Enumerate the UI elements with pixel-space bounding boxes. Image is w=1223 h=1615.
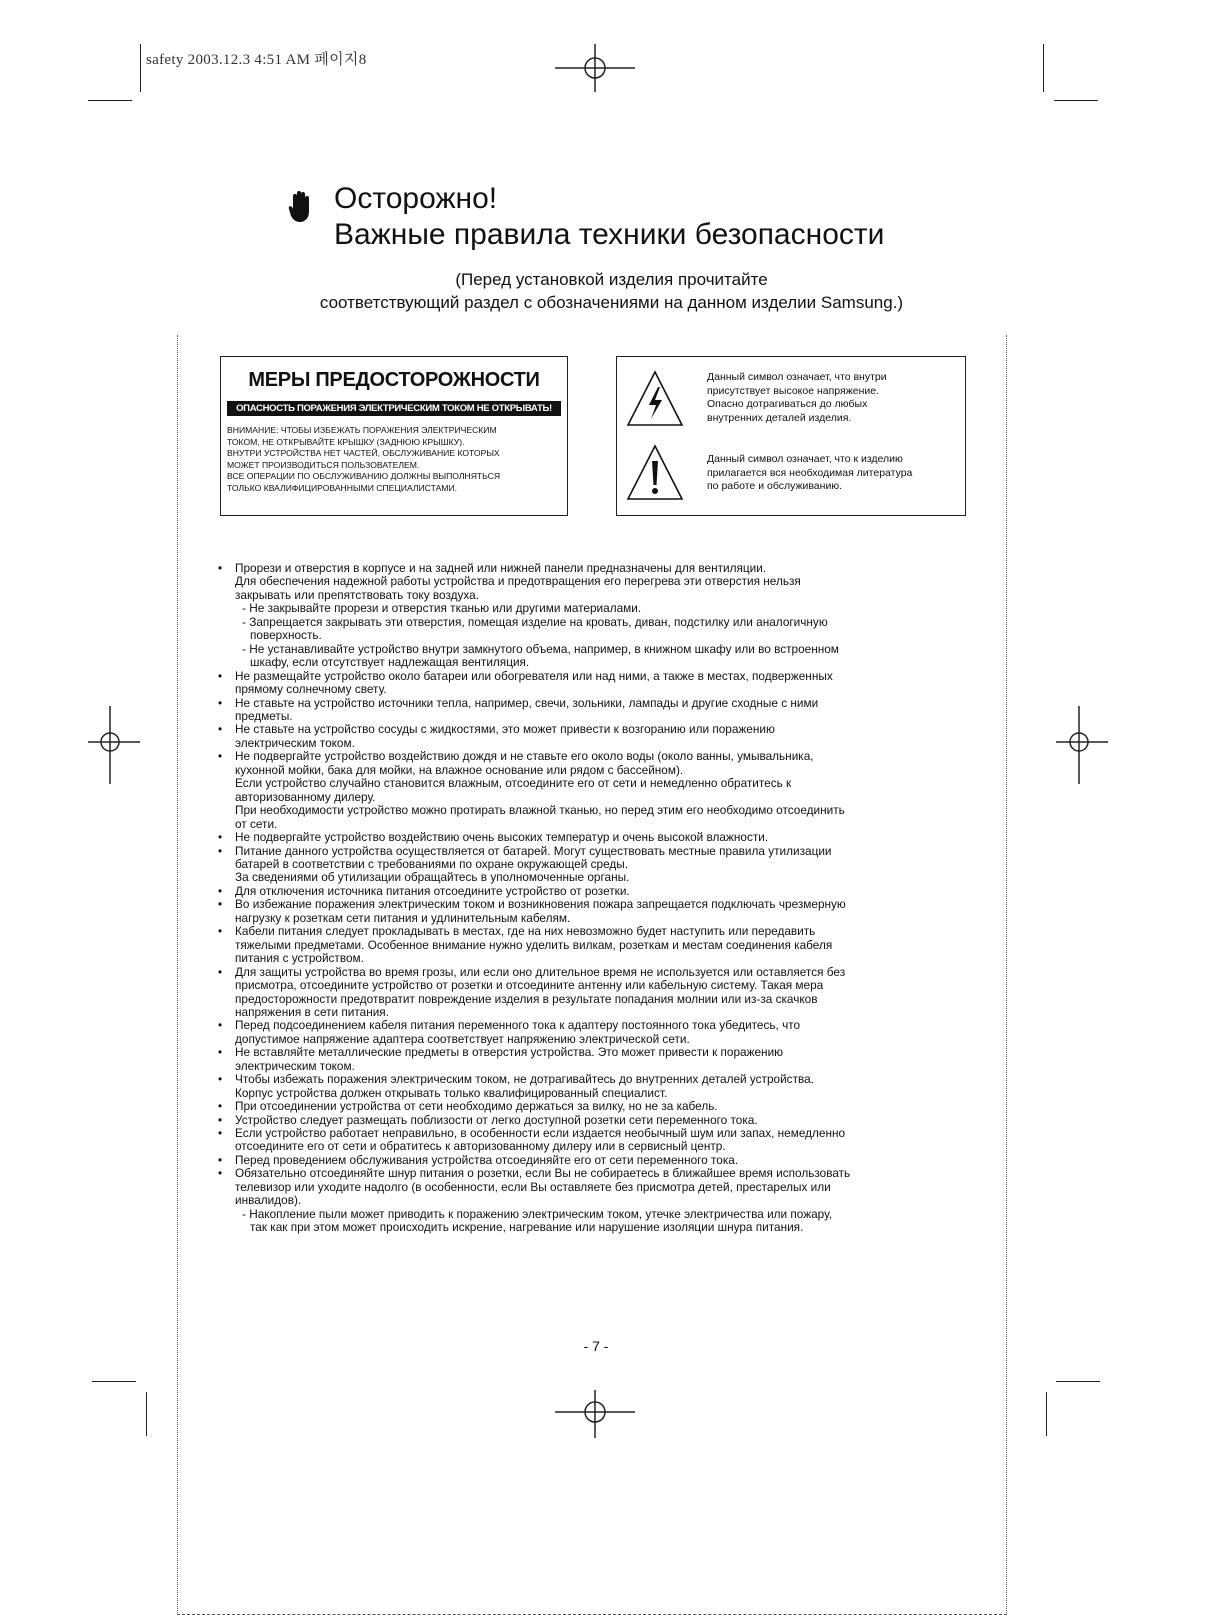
page-title-main: Важные правила техники безопасности	[334, 218, 885, 251]
page-number: - 7 -	[583, 1338, 609, 1354]
symbol-text-line: по работе и обслуживанию.	[707, 480, 843, 492]
list-item-line: предметы.	[235, 708, 293, 723]
list-item-line: Обязательно отсоединяйте шнур питания о розетки, если Вы не собираетесь в ближайшее время использовать	[235, 1166, 851, 1181]
list-item-line: Во избежание поражения электрическим током и возникновения пожара запрещается подключать чрезмерную	[235, 897, 846, 912]
subtitle-line: (Перед установкой изделия прочитайте	[455, 270, 768, 289]
list-item-line: Корпус устройства должен открывать только квалифицированный специалист.	[235, 1085, 668, 1100]
list-item-line: тяжелыми предметами. Особенное внимание нужно уделить вилкам, розеткам и местам соединения кабеля	[235, 937, 833, 952]
list-item	[218, 562, 978, 670]
subtitle-line: соответствующий раздел с обозначениями на данном изделии Samsung.)	[319, 293, 904, 312]
list-item-line: Прорези и отверстия в корпусе и на задней или нижней панели предназначены для вентиляции.	[235, 561, 767, 575]
list-item-line: При необходимости устройство можно протирать влажной тканью, но перед этим его необходимо отсоединить	[235, 803, 845, 818]
list-item	[218, 1073, 978, 1100]
list-item-line: За сведениями об утилизации обращайтесь в уполномоченные органы.	[235, 870, 630, 885]
registration-mark-left	[80, 706, 150, 786]
symbol-text-line: присутствует высокое напряжение.	[707, 384, 879, 397]
list-item	[218, 845, 978, 885]
symbol-legend	[616, 356, 966, 516]
list-item	[218, 898, 978, 925]
list-item	[218, 750, 978, 831]
list-item	[218, 885, 978, 898]
list-item-line: инвалидов).	[235, 1193, 302, 1208]
page-subtitle	[180, 268, 1043, 314]
caution-label-title: МЕРЫ ПРЕДОСТОРОЖНОСТИ	[248, 369, 540, 391]
bullet-marker: •	[218, 1099, 223, 1114]
sub-item-line: поверхность.	[250, 628, 322, 643]
high-voltage-icon	[625, 369, 685, 429]
list-item-line: Для обеспечения надежной работы устройства и предотвращения его перегрева эти отверстия нельзя	[235, 574, 801, 589]
registration-mark-top	[545, 40, 645, 100]
bullet-marker: •	[218, 883, 223, 898]
bullet-marker: •	[218, 964, 223, 979]
sub-item-line: - Запрещается закрывать эти отверстия, помещая изделие на кровать, диван, подстилку или аналогичную	[242, 614, 828, 629]
list-item	[218, 925, 978, 965]
list-item-line: напряжения в сети питания.	[235, 1004, 389, 1019]
sub-item-line: шкафу, если отсутствует надлежащая вентиляция.	[250, 655, 530, 670]
caution-line: МОЖЕТ ПРОИЗВОДИТЬСЯ ПОЛЬЗОВАТЕЛЕМ.	[227, 459, 420, 470]
list-item-line: Чтобы избежать поражения электрическим током, не дотрагивайтесь до внутренних деталей устройства.	[235, 1072, 814, 1087]
list-item-line: Кабели питания следует прокладывать в местах, где на них невозможно будет наступить или передавить	[235, 924, 816, 939]
list-item-line: Для защиты устройства во время грозы, или если оно длительное время не используется или оставляется без	[235, 964, 846, 979]
list-item-line: Не подвергайте устройство воздействию очень высоких температур и очень высокой влажности.	[235, 830, 769, 845]
list-item	[218, 1100, 978, 1113]
crop-mark	[92, 1381, 136, 1382]
list-item-line: Устройство следует размещать поблизости от легко доступной розетки сети переменного тока.	[235, 1112, 758, 1127]
crop-mark	[88, 100, 132, 101]
bullet-marker: •	[218, 830, 223, 845]
list-item-line: Перед проведением обслуживания устройства отсоединяйте его от сети переменного тока.	[235, 1152, 739, 1167]
list-item-line: Для отключения источника питания отсоедините устройство от розетки.	[235, 883, 630, 898]
print-header: safety 2003.12.3 4:51 AM 페이지8	[146, 52, 367, 68]
list-item-line: Не ставьте на устройство сосуды с жидкостями, это может привести к возгоранию или поражению	[235, 722, 775, 737]
list-item-line: батарей в соответствии с требованиями по охране окружающей среды.	[235, 856, 629, 871]
list-item-line: нагрузку к розеткам сети питания и удлинительным кабелям.	[235, 910, 571, 925]
list-item-line: кухонной мойки, бака для мойки, на влажное основание или рядом с бассейном).	[235, 762, 684, 777]
crop-mark	[1056, 1381, 1100, 1382]
list-item-line: предосторожности предотвратит повреждение изделия в результате попадания молнии или из-за скачков	[235, 991, 818, 1006]
bullet-marker: •	[218, 924, 223, 939]
list-item	[218, 670, 978, 697]
bullet-marker: •	[218, 1126, 223, 1141]
bullet-marker: •	[218, 1018, 223, 1033]
sub-item-line: так как при этом может происходить искрение, нагревание или нарушение изоляции шнура питания.	[250, 1220, 804, 1235]
margin-rule	[177, 335, 178, 1615]
hand-icon	[288, 190, 314, 224]
list-item	[218, 697, 978, 724]
symbol-text-line: внутренних деталей изделия.	[707, 411, 852, 424]
list-item	[218, 1019, 978, 1046]
list-item-line: прямому солнечному свету.	[235, 682, 387, 697]
list-item-line: отсоедините его от сети и обратитесь к авторизованному дилеру или в сервисный центр.	[235, 1139, 726, 1154]
caution-label	[220, 356, 568, 516]
list-item-line: от сети.	[235, 816, 278, 831]
bullet-marker: •	[218, 722, 223, 737]
bullet-marker: •	[218, 561, 223, 575]
bullet-marker: •	[218, 695, 223, 710]
bullet-marker: •	[218, 668, 223, 683]
bullet-marker: •	[218, 749, 223, 764]
list-item-line: При отсоединении устройства от сети необходимо держаться за вилку, но не за кабель.	[235, 1099, 718, 1114]
list-item-line: Не ставьте на устройство источники тепла, например, свечи, зольники, лампады и другие сходные с ними	[235, 695, 819, 710]
caution-line: ВСЕ ОПЕРАЦИИ ПО ОБСЛУЖИВАНИЮ ДОЛЖНЫ ВЫПОЛНЯТЬСЯ	[227, 471, 501, 482]
list-item	[218, 1127, 978, 1154]
symbol-text-line: прилагается вся необходимая литература	[707, 466, 913, 479]
bullet-marker: •	[218, 897, 223, 912]
list-item-line: электрическим током.	[235, 735, 355, 750]
caution-line: ВНУТРИ УСТРОЙСТВА НЕТ ЧАСТЕЙ, ОБСЛУЖИВАНИЕ КОТОРЫХ	[227, 448, 500, 459]
caution-label-text	[227, 425, 563, 495]
list-item	[218, 1114, 978, 1127]
crop-mark	[146, 1392, 147, 1436]
manual-description	[707, 453, 957, 494]
registration-mark-bottom	[545, 1388, 645, 1448]
list-item	[218, 1046, 978, 1073]
caution-label-band: ОПАСНОСТЬ ПОРАЖЕНИЯ ЭЛЕКТРИЧЕСКИМ ТОКОМ НЕ ОТКРЫВАТЬ!	[227, 401, 561, 416]
bullet-marker: •	[218, 1112, 223, 1127]
list-item-line: Не подвергайте устройство воздействию дождя и не ставьте его около воды (около ванны, умывальника,	[235, 749, 814, 764]
list-item-line: закрывать или препятствовать току воздуха.	[235, 587, 479, 602]
exclamation-icon	[625, 443, 685, 503]
symbol-text-line: Опасно дотрагиваться до любых	[707, 398, 868, 410]
bullet-marker: •	[218, 1072, 223, 1087]
sub-item-line: - Не закрывайте прорези и отверстия тканью или другими материалами.	[242, 601, 642, 616]
crop-mark	[1054, 100, 1098, 101]
list-item-line: телевизор или уходите надолго (в особенности, если Вы оставляете без присмотра детей, престарелых или	[235, 1179, 831, 1194]
symbol-text-line: Данный символ означает, что к изделию	[707, 453, 903, 465]
list-item-line: питания с устройством.	[235, 951, 364, 966]
crop-mark	[1043, 44, 1044, 92]
list-item	[218, 1167, 978, 1234]
list-item-line: авторизованному дилеру.	[235, 789, 376, 804]
crop-mark	[140, 44, 141, 92]
list-item-line: Перед подсоединением кабеля питания переменного тока к адаптеру постоянного тока убедитесь, что	[235, 1018, 801, 1033]
bullet-marker: •	[218, 843, 223, 858]
list-item	[218, 966, 978, 1020]
caution-line: ТОЛЬКО КВАЛИФИЦИРОВАННЫМИ СПЕЦИАЛИСТАМИ.	[227, 482, 458, 493]
list-item-line: Не размещайте устройство около батареи или обогревателя или над ними, а также в местах, подверженных	[235, 668, 833, 683]
list-item-line: Если устройство работает неправильно, в особенности если издается необычный шум или запах, немедленно	[235, 1126, 846, 1141]
list-item-line: допустимое напряжение адаптера соответствует напряжению электрической сети.	[235, 1031, 690, 1046]
caution-line: ВНИМАНИЕ: ЧТОБЫ ИЗБЕЖАТЬ ПОРАЖЕНИЯ ЭЛЕКТРИЧЕСКИМ	[227, 425, 497, 435]
margin-rule	[1006, 335, 1007, 1615]
safety-instructions-list	[218, 562, 978, 1235]
list-item-line: Если устройство случайно становится влажным, отсоедините его от сети и немедленно обратитесь к	[235, 776, 792, 791]
list-item-line: Питание данного устройства осуществляется от батарей. Могут существовать местные правила утилизации	[235, 843, 832, 858]
bullet-marker: •	[218, 1045, 223, 1060]
high-voltage-description	[707, 371, 957, 425]
crop-mark	[1046, 1392, 1047, 1436]
registration-mark-right	[1046, 706, 1116, 786]
bullet-marker: •	[218, 1152, 223, 1167]
list-item	[218, 831, 978, 844]
symbol-text-line: Данный символ означает, что внутри	[707, 371, 887, 383]
page-title: Осторожно!	[334, 182, 498, 215]
sub-item-line: - Не устанавливайте устройство внутри замкнутого объема, например, в книжном шкафу или во встроенном	[242, 641, 839, 656]
list-item-line: электрическим током.	[235, 1058, 355, 1073]
sub-item-line: - Накопление пыли может приводить к поражению электрическим током, утечке электричества или пожару,	[242, 1206, 833, 1221]
list-item	[218, 1154, 978, 1167]
bullet-marker: •	[218, 1166, 223, 1181]
list-item-line: присмотра, отсоедините устройство от розетки и отсоедините антенну или кабельную систему. Такая мера	[235, 978, 824, 993]
caution-line: ТОКОМ, НЕ ОТКРЫВАЙТЕ КРЫШКУ (ЗАДНЮЮ КРЫШКУ).	[227, 436, 465, 447]
list-item-line: Не вставляйте металлические предметы в отверстия устройства. Это может привести к поражению	[235, 1045, 784, 1060]
list-item	[218, 723, 978, 750]
